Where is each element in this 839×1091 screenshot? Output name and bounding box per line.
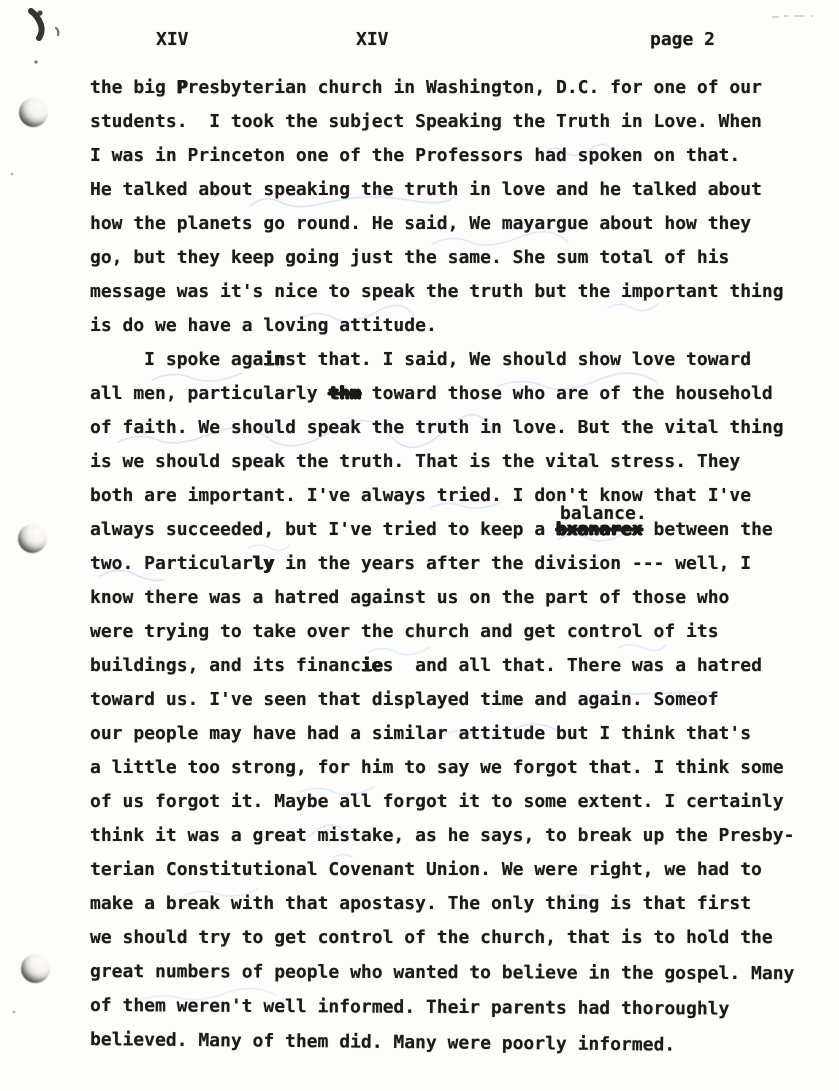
chapter-numeral-center: XIV: [356, 29, 389, 50]
typed-text: the big: [90, 77, 177, 98]
typewritten-line: [90, 1023, 802, 1064]
typed-text: great numbers of people who wanted to believe in the gospel. Many: [89, 961, 795, 985]
typed-text: ly: [252, 553, 275, 574]
typewritten-line: [90, 343, 802, 377]
typed-text: resbyterian church in Washington, D.C. for one of our: [187, 77, 762, 98]
typed-text: terian Constitutional Covenant Union. We were right, we had to: [90, 859, 762, 880]
typewritten-line: [90, 105, 802, 139]
typed-text: our people may have had a similar attitude but I think that's: [90, 723, 752, 744]
typed-text: P: [176, 77, 188, 98]
punch-hole-middle: [18, 524, 47, 553]
struck-out-word: bxanarex balance.: [556, 519, 643, 540]
typed-text: is do we have a loving attitude.: [90, 315, 437, 336]
typed-text: I was in Princeton one of the Professors had spoken on that.: [90, 145, 741, 166]
typed-text: s and all that. There was a hatred: [382, 655, 762, 676]
struck-out-word: thm: [328, 383, 361, 404]
typewritten-line: [90, 411, 802, 445]
typed-text: both are important. I've always tried. I don't know that I've: [90, 485, 752, 506]
typewritten-line: [90, 717, 802, 751]
typewritten-line: [90, 309, 802, 343]
typed-text: think it was a great mistake, as he says, to break up the Presby-: [90, 825, 795, 846]
typed-text: all men, particularly: [90, 383, 329, 404]
typed-text: know there was a hatred against us on the part of those who: [90, 587, 730, 608]
typed-text: were trying to take over the church and get control of its: [90, 621, 719, 642]
punch-hole-top: [19, 98, 48, 127]
typed-text: believed. Many of them did. Many were poorly informed.: [89, 1029, 676, 1056]
page-number-label: page 2: [650, 29, 716, 50]
typewritten-line: [90, 989, 802, 1027]
typewritten-line: [90, 887, 802, 921]
typewritten-line: [90, 173, 802, 207]
typed-text: in the years after the division --- well, I: [274, 553, 752, 574]
typewritten-line: [90, 275, 802, 309]
typewritten-line: [90, 921, 802, 955]
typed-text: how the planets go round. He said, We mayargue about how they: [90, 213, 752, 234]
typed-text: students. I took the subject Speaking the Truth in Love. When: [90, 111, 762, 132]
typed-text: make a break with that apostasy. The only thing is that first: [90, 893, 752, 914]
typewritten-line: [90, 479, 802, 513]
typewritten-line: [90, 445, 802, 479]
typewritten-line: [90, 503, 802, 547]
typewritten-line: [90, 615, 802, 649]
typed-text: ie: [360, 655, 383, 676]
typewritten-body: [90, 71, 802, 1057]
typed-text: message was it's nice to speak the truth but the important thing: [90, 281, 784, 302]
typed-text: toward us. I've seen that displayed time and again. Someof: [90, 689, 719, 710]
typewritten-line: [90, 139, 802, 173]
typed-text: between the: [642, 519, 773, 540]
typewritten-line: [90, 71, 802, 105]
typewritten-line: [90, 819, 802, 853]
typewritten-line: [90, 377, 802, 411]
typed-text: of them weren't well informed. Their parents had thoroughly: [89, 995, 730, 1020]
typewritten-line: [90, 683, 802, 717]
chapter-numeral-left: XIV: [156, 29, 189, 50]
typed-text: in: [263, 349, 286, 370]
typed-text: we should try to get control of the church, that is to hold the: [90, 927, 773, 948]
typewritten-line: [90, 785, 802, 819]
punch-hole-bottom: [21, 954, 50, 983]
typed-text: always succeeded, but I've tried to keep a: [90, 519, 556, 540]
typewritten-line: [90, 751, 802, 785]
typed-text: of us forgot it. Maybe all forgot it to some extent. I certainly: [90, 791, 784, 812]
typed-correction-above-line: balance.: [560, 503, 647, 524]
typewritten-line: [90, 955, 802, 991]
typed-text: buildings, and its financ: [90, 655, 361, 676]
typewritten-line: [90, 581, 802, 615]
typewritten-line: [90, 241, 802, 275]
typed-text: He talked about speaking the truth in love and he talked about: [90, 179, 762, 200]
typewritten-line: [90, 207, 802, 241]
typewritten-line: [90, 547, 802, 581]
typed-text: two. Particular: [90, 553, 253, 574]
typewritten-line: [90, 853, 802, 887]
typewritten-line: [90, 649, 802, 683]
typed-text: toward those who are of the household: [360, 383, 773, 404]
typed-text: of faith. We should speak the truth in love. But the vital thing: [90, 417, 784, 438]
typed-text: go, but they keep going just the same. She sum total of his: [90, 247, 730, 268]
typed-text: is we should speak the truth. That is the vital stress. They: [90, 451, 741, 472]
typed-text: I spoke aga: [90, 349, 264, 370]
typed-text: st that. I said, We should show love toward: [285, 349, 752, 370]
typed-text: a little too strong, for him to say we forgot that. I think some: [90, 757, 784, 778]
